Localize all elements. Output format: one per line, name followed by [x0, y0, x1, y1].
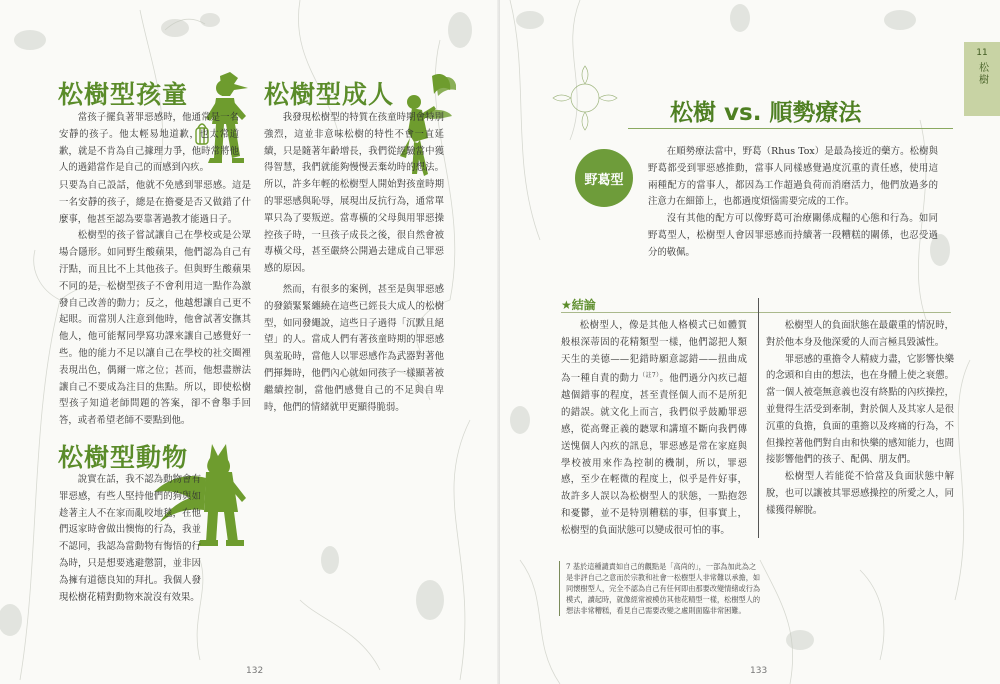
child-paragraph: 只要為自己設話，他就不免感到罪惡感。這是一名安靜的孩子，總是在擔憂是否又做錯了什麼事，他甚至認為要靠著過教才能過日子。 — [59, 180, 251, 225]
child-paragraph: 松樹型的孩子嘗試讓自己在學校或是公眾場合隱形。如同野生酸蘋果，他們認為自己有汙點，而且比不上其他孩子。但與野生酸蘋果不同的是，松樹型孩子不會利用這一點作為激發自己改善的動力；反之，他越想讓自己更不起眼。而當別人注意到他時，他會試著安撫其他人，他可能幫同學寫功課來讓自己感覺好一些。他的能力不足以讓自己在學校的社交圈裡表現出色，偶爾一席之位；甚而，他想盡辦法讓自己不要成為注目的焦點。所以，即使松樹型孩子知道老師問題的答案，卻不會舉手回答，或者希望老師不要點到他。 — [59, 230, 251, 427]
title-rule — [628, 128, 953, 129]
remedy-badge: 野葛型 — [575, 149, 633, 207]
adult-text-bottom — [264, 282, 444, 416]
chapter-label: 松樹 — [976, 62, 988, 86]
footnote: 7 基於這種譴責如自己的觀點是「高尚的」，一部為加此為之是非評自己之意而於宗教和社會一松樹型人非常難以承擔，如同懷樹型人，完全不認為自己有任何即由那要改變情緒或行為模式，讀起時，就像經常被模仿其他花精型一樣，松樹型人的想法非常糟糕，看見自己需要改變之處則面臨非常困難。 — [559, 561, 761, 616]
conclusion-heading: ★結論 — [561, 298, 596, 312]
homeopathy-paragraph: 沒有其他的配方可以像野葛可治療關係成糧的心態和行為。如同野葛型人，松樹型人會因罪惡感而持續著一段糟糕的關係，也忍受過分的敬佩。 — [648, 213, 938, 258]
homeopathy-paragraph: 在順勢療法當中，野葛（Rhus Tox）是最為接近的藥方。松樹與野葛都受到罪惡感推動，當事人同樣感覺過度沉重的責任感，使用這兩種配方的當事人，都因為工作超過負荷而消磨活力，他們放過多的注意力在細節上，也都過度煩惱需要完成的工作。 — [648, 146, 938, 208]
adult-text-top — [264, 110, 444, 278]
adult-paragraph: 然而，有很多的案例，甚至是與罪惡感的發鎖緊緊纏繞在這些已經長大成人的松樹型，如同發繩說，這些日子過得「沉默且絕望」的人。當成人們有著孩童時期的罪惡感與羞恥時，當他人以罪惡感作為武器對著他們揮舞時，他們內心就如同孩子一樣顯著被繼續控制，當他們感覺自己的不足與自卑時，他們的情緒就甲更顯得脆弱。 — [264, 284, 444, 413]
conclusion-paragraph: 松樹型人的負面狀態在最嚴重的情況時，對於他本身及他深愛的人而言極具毀滅性。 — [766, 320, 954, 348]
child-section-title: 松樹型孩童 — [58, 80, 189, 109]
animal-text-top — [59, 472, 201, 606]
page-number-left: 132 — [246, 666, 264, 676]
adult-paragraph: 我發現松樹型的特質在孩童時期會特別強烈，這並非意味松樹的特性不會一直延續，只是隨著年齡增長，我們從經驗當中獲得智慧，我們就能夠慢慢丟棄幼時的想法。所以，許多年輕的松樹型人開始對孩童時期的罪惡感與恥辱，展現出反抗行為，通常單單只為了要叛逆。當專橫的父母與用罪惡操控孩子時，一旦孩子成長之後，很自然會被專橫父母，甚至嚴終公開過去建成自己罪惡感的原因。 — [264, 112, 444, 275]
child-paragraph: 當孩子擺負著罪惡感時，他通常是一名安靜的孩子。他太輕易地道歉，也太常道歉，就是不肯為自己據理力爭，他時常將他人的過錯當作是自己的而感到內疚。 — [59, 112, 239, 174]
child-text-top — [59, 110, 239, 177]
column-divider — [758, 298, 759, 538]
conclusion-paragraph: 罪惡感的重擔令人精疲力盡，它影響快樂的念頭和自由的想法，也在身體上使之衰憊。當一個人被毫無意義也沒有終點的內疚操控，並覺得生活受到牽制，對於個人及其家人是很沉重的負擔，負面的重擔以及疼痛的行為，不但操控著他們對自由和快樂的感知能力，也間接影響他們的孩子、配偶、朋友們。 — [766, 353, 954, 466]
conclusion-text: 。他們過分內疚已超越個錯事的程度，甚至責怪個人而不是所犯的錯誤。就文化上而言，我們似乎鼓勵罪惡感，從高聲正義的聽眾和講壇不斷向我們傳送愧個人內疚的訊息，罪惡感是常在家庭與學校被用來作為控制的機制，所以，罪惡感，至少在輕微的程度上，似乎是件好事，故許多人誤以為松樹型人的狀態，一點抱怨和憂鬱，並不是特別糟糕的事，但事實上，松樹型的負面狀態可以變成很可怕的事。 — [561, 373, 747, 536]
conclusion-rule — [561, 312, 951, 313]
page-number-right: 133 — [750, 666, 768, 676]
conclusion-paragraph — [561, 318, 747, 539]
conclusion-left-column — [561, 318, 747, 539]
footnote-ref: （註7） — [639, 372, 660, 380]
conclusion-right-column — [766, 318, 954, 520]
homeopathy-text — [648, 144, 938, 262]
chapter-number: 11 — [976, 48, 988, 58]
child-text-bottom — [59, 178, 251, 430]
right-page — [500, 0, 1000, 684]
conclusion-text: 松樹型人，像是其他人格模式已如體質般根深蒂固的花精類型一樣，他們認把人類天生的美德——犯錯時願意認錯——扭曲成為一種自責的動力 — [561, 320, 747, 385]
homeopathy-section-title: 松樹 vs. 順勢療法 — [670, 100, 862, 126]
chapter-tab — [964, 42, 1000, 116]
animal-section-title: 松樹型動物 — [58, 443, 189, 472]
animal-paragraph: 說實在話，我不認為動物會有罪惡感，有些人堅持他們的狗與如趁著主人不在家而亂咬地毯，在他們返家時會做出懊悔的行為，我並不認同，我認為當動物有悔悟的行為時，只是想要逃避懲罰，並非因為擁有道德良知的拜扎。我個人發現松樹花精對動物來說沒有效果。 — [59, 474, 201, 603]
conclusion-paragraph: 松樹型人若能從不恰當及負面狀態中解脫，也可以讓被其罪惡感操控的所愛之人，同樣獲得解脫。 — [766, 471, 954, 516]
adult-section-title: 松樹型成人 — [264, 80, 395, 109]
